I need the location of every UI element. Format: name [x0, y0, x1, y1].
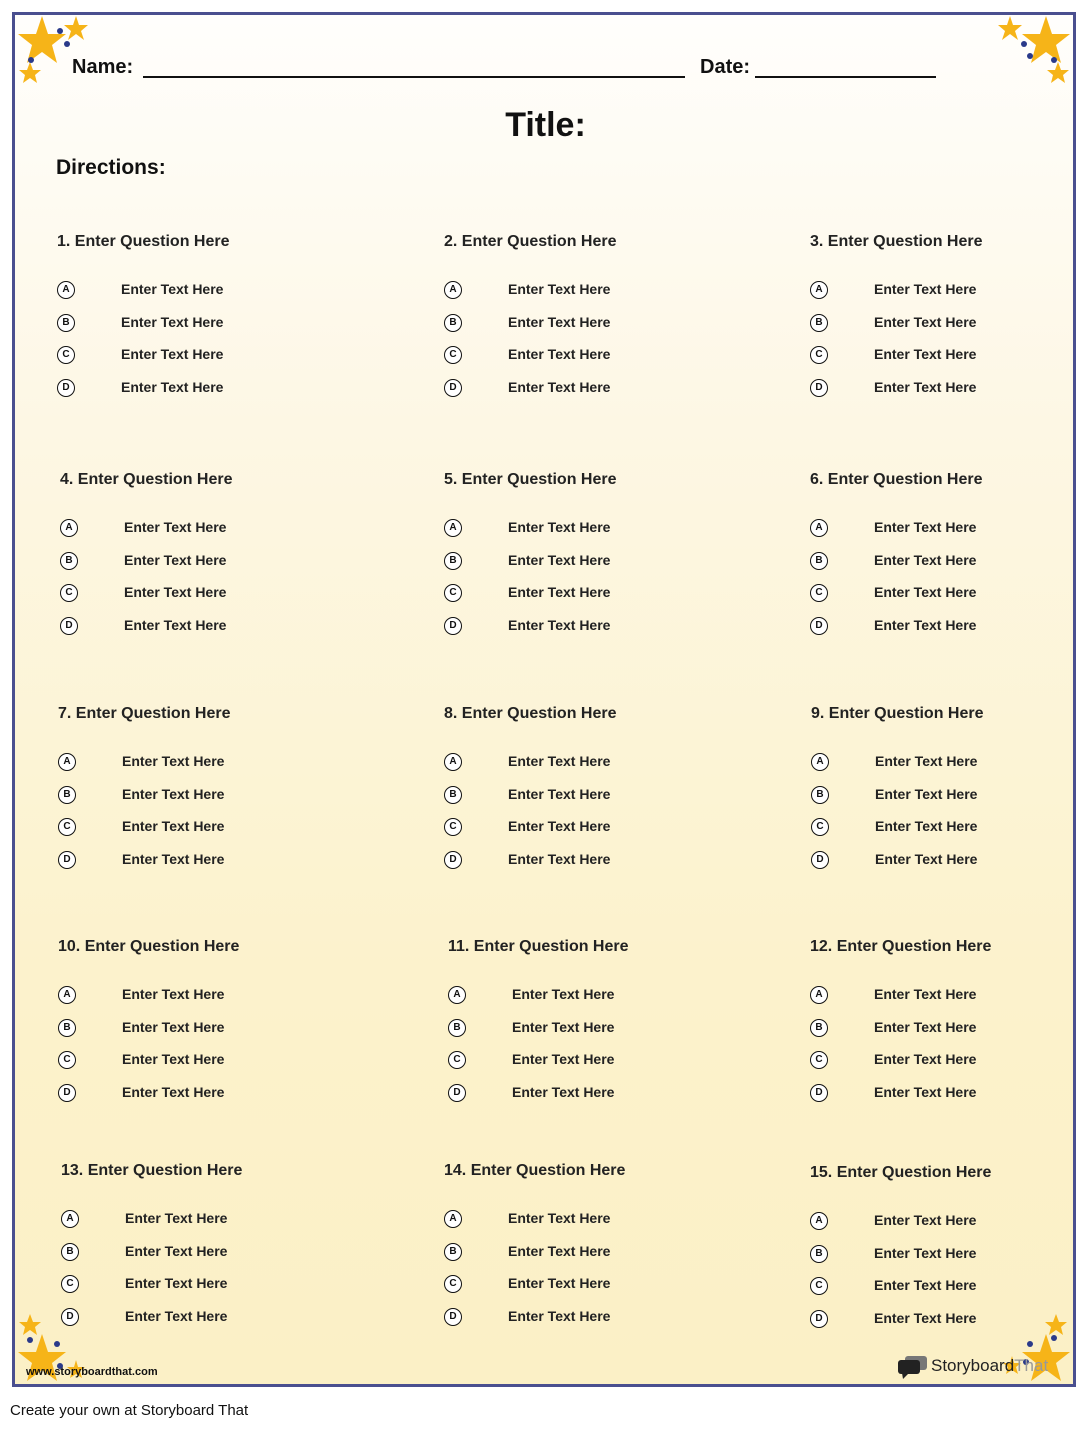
answer-option-a[interactable]: [444, 753, 774, 775]
answer-option-a[interactable]: [810, 519, 1091, 541]
option-text[interactable]: Enter Text Here: [508, 1307, 611, 1324]
credit-text: Create your own at Storyboard That: [10, 1402, 249, 1419]
question-11: [448, 938, 778, 1100]
storyboardthat-logo: [897, 1354, 1049, 1380]
option-text[interactable]: Enter Text Here: [508, 313, 611, 330]
question-title[interactable]: 4. Enter Question Here: [60, 471, 233, 488]
answer-option-c[interactable]: [57, 346, 387, 368]
answer-option-a[interactable]: [58, 753, 388, 775]
option-text[interactable]: Enter Text Here: [124, 551, 227, 568]
answer-option-b[interactable]: [810, 552, 1091, 574]
question-title[interactable]: 3. Enter Question Here: [810, 233, 983, 250]
answer-option-b[interactable]: [444, 552, 774, 574]
answer-option-a[interactable]: [57, 281, 387, 303]
question-10: [58, 938, 388, 1100]
option-text[interactable]: Enter Text Here: [508, 378, 611, 395]
question-8: [444, 705, 774, 867]
question-title[interactable]: 14. Enter Question Here: [444, 1162, 626, 1179]
question-title[interactable]: 11. Enter Question Here: [448, 938, 629, 955]
option-text[interactable]: Enter Text Here: [508, 1242, 611, 1259]
option-text[interactable]: Enter Text Here: [508, 818, 611, 834]
answer-option-b[interactable]: [811, 786, 1091, 808]
dot: [57, 28, 63, 34]
answer-option-d[interactable]: [810, 379, 1091, 401]
option-letter-circle[interactable]: B: [444, 552, 462, 570]
answer-option-d[interactable]: [57, 379, 387, 401]
answer-option-c[interactable]: [58, 818, 388, 840]
dot: [1027, 53, 1033, 59]
logo-word-that: That: [1014, 1356, 1049, 1375]
option-letter-circle[interactable]: C: [810, 1051, 828, 1069]
star-icon: [18, 16, 66, 63]
option-letter-circle[interactable]: A: [444, 281, 462, 299]
option-text[interactable]: Enter Text Here: [124, 519, 227, 535]
option-letter-circle[interactable]: C: [60, 584, 78, 602]
answer-option-a[interactable]: [61, 1210, 391, 1232]
option-letter-circle[interactable]: A: [61, 1210, 79, 1228]
option-text[interactable]: Enter Text Here: [874, 313, 977, 330]
answer-option-c[interactable]: [810, 584, 1091, 606]
option-text[interactable]: Enter Text Here: [508, 519, 611, 535]
option-text[interactable]: Enter Text Here: [125, 1242, 228, 1259]
option-text[interactable]: Enter Text Here: [874, 1083, 977, 1100]
date-line[interactable]: [755, 76, 936, 78]
option-text[interactable]: Enter Text Here: [874, 584, 977, 600]
option-letter-circle[interactable]: A: [60, 519, 78, 537]
question-3: [810, 233, 1091, 395]
star-cluster-top-right: [996, 14, 1076, 90]
question-title[interactable]: 1. Enter Question Here: [57, 233, 230, 250]
option-letter-circle[interactable]: D: [444, 1308, 462, 1326]
question-title[interactable]: 12. Enter Question Here: [810, 938, 992, 955]
option-letter-circle[interactable]: C: [444, 346, 462, 364]
answer-option-c[interactable]: [810, 1277, 1091, 1299]
option-text[interactable]: Enter Text Here: [508, 850, 611, 867]
question-2: [444, 233, 774, 395]
option-letter-circle[interactable]: A: [810, 1212, 828, 1230]
option-text[interactable]: Enter Text Here: [874, 1244, 977, 1261]
option-letter-circle[interactable]: B: [444, 786, 462, 804]
option-text[interactable]: Enter Text Here: [512, 1018, 615, 1035]
option-letter-circle[interactable]: B: [810, 314, 828, 332]
answer-option-d[interactable]: [448, 1084, 778, 1106]
option-text[interactable]: Enter Text Here: [508, 753, 611, 769]
option-letter-circle[interactable]: C: [448, 1051, 466, 1069]
option-text[interactable]: Enter Text Here: [512, 1051, 615, 1067]
dot: [64, 41, 70, 47]
option-letter-circle[interactable]: C: [444, 818, 462, 836]
answer-option-b[interactable]: [58, 786, 388, 808]
option-letter-circle[interactable]: B: [810, 1245, 828, 1263]
option-letter-circle[interactable]: D: [448, 1084, 466, 1102]
option-letter-circle[interactable]: B: [810, 1019, 828, 1037]
dot: [1051, 1335, 1057, 1341]
option-text[interactable]: Enter Text Here: [121, 313, 224, 330]
question-title[interactable]: 8. Enter Question Here: [444, 705, 617, 722]
option-text[interactable]: Enter Text Here: [122, 818, 225, 834]
option-text[interactable]: Enter Text Here: [508, 584, 611, 600]
option-letter-circle[interactable]: B: [448, 1019, 466, 1037]
option-letter-circle[interactable]: D: [58, 1084, 76, 1102]
answer-option-d[interactable]: [810, 617, 1091, 639]
answer-option-d[interactable]: [444, 617, 774, 639]
option-text[interactable]: Enter Text Here: [121, 281, 224, 297]
question-title[interactable]: 13. Enter Question Here: [61, 1162, 243, 1179]
option-text[interactable]: Enter Text Here: [122, 785, 225, 802]
answer-option-c[interactable]: [61, 1275, 391, 1297]
option-text[interactable]: Enter Text Here: [508, 1210, 611, 1226]
option-text[interactable]: Enter Text Here: [874, 378, 977, 395]
option-letter-circle[interactable]: C: [810, 1277, 828, 1295]
question-5: [444, 471, 774, 633]
option-letter-circle[interactable]: B: [58, 786, 76, 804]
answer-option-a[interactable]: [811, 753, 1091, 775]
option-letter-circle[interactable]: C: [444, 584, 462, 602]
option-text[interactable]: Enter Text Here: [874, 1018, 977, 1035]
star-icon: [19, 1314, 41, 1335]
option-letter-circle[interactable]: D: [60, 617, 78, 635]
name-label: Name:: [72, 56, 134, 78]
option-text[interactable]: Enter Text Here: [874, 281, 977, 297]
question-title[interactable]: 9. Enter Question Here: [811, 705, 984, 722]
question-4: [60, 471, 390, 633]
option-text[interactable]: Enter Text Here: [512, 986, 615, 1002]
option-text[interactable]: Enter Text Here: [874, 346, 977, 362]
option-letter-circle[interactable]: A: [58, 753, 76, 771]
option-text[interactable]: Enter Text Here: [874, 1277, 977, 1293]
name-line[interactable]: [143, 76, 685, 78]
answer-option-a[interactable]: [444, 1210, 774, 1232]
question-1: [57, 233, 387, 395]
option-text[interactable]: Enter Text Here: [875, 753, 978, 769]
option-text[interactable]: Enter Text Here: [122, 986, 225, 1002]
answer-option-d[interactable]: [60, 617, 390, 639]
answer-option-d[interactable]: [810, 1084, 1091, 1106]
option-letter-circle[interactable]: B: [444, 1243, 462, 1261]
option-text[interactable]: Enter Text Here: [874, 1051, 977, 1067]
answer-option-d[interactable]: [58, 1084, 388, 1106]
answer-option-c[interactable]: [60, 584, 390, 606]
speech-bubble-icon: [897, 1354, 929, 1380]
option-letter-circle[interactable]: C: [810, 584, 828, 602]
option-text[interactable]: Enter Text Here: [875, 818, 978, 834]
option-letter-circle[interactable]: B: [61, 1243, 79, 1261]
option-letter-circle[interactable]: C: [58, 818, 76, 836]
option-text[interactable]: Enter Text Here: [508, 281, 611, 297]
dot: [54, 1341, 60, 1347]
answer-option-b[interactable]: [444, 1243, 774, 1265]
question-9: [811, 705, 1091, 867]
answer-option-c[interactable]: [444, 1275, 774, 1297]
option-text[interactable]: Enter Text Here: [121, 378, 224, 395]
star-icon: [19, 62, 41, 83]
star-icon: [64, 16, 88, 40]
dot: [1051, 57, 1057, 63]
question-12: [810, 938, 1091, 1100]
answer-option-d[interactable]: [444, 379, 774, 401]
option-text[interactable]: Enter Text Here: [122, 1051, 225, 1067]
option-letter-circle[interactable]: A: [444, 519, 462, 537]
option-letter-circle[interactable]: B: [444, 314, 462, 332]
answer-option-b[interactable]: [61, 1243, 391, 1265]
question-title[interactable]: 10. Enter Question Here: [58, 938, 240, 955]
option-letter-circle[interactable]: B: [57, 314, 75, 332]
option-text[interactable]: Enter Text Here: [874, 616, 977, 633]
answer-option-d[interactable]: [61, 1308, 391, 1330]
page-title[interactable]: Title:: [505, 106, 586, 144]
answer-option-b[interactable]: [444, 314, 774, 336]
answer-option-b[interactable]: [57, 314, 387, 336]
option-letter-circle[interactable]: A: [444, 753, 462, 771]
option-text[interactable]: Enter Text Here: [875, 785, 978, 802]
option-text[interactable]: Enter Text Here: [874, 551, 977, 568]
answer-option-c[interactable]: [444, 818, 774, 840]
star-icon: [998, 16, 1022, 40]
option-letter-circle[interactable]: B: [60, 552, 78, 570]
answer-option-a[interactable]: [448, 986, 778, 1008]
answer-option-a[interactable]: [60, 519, 390, 541]
option-text[interactable]: Enter Text Here: [874, 1309, 977, 1326]
dot: [1027, 1341, 1033, 1347]
dot: [28, 57, 34, 63]
option-letter-circle[interactable]: C: [810, 346, 828, 364]
answer-option-d[interactable]: [444, 1308, 774, 1330]
option-letter-circle[interactable]: A: [58, 986, 76, 1004]
answer-option-b[interactable]: [810, 314, 1091, 336]
option-text[interactable]: Enter Text Here: [508, 1275, 611, 1291]
option-letter-circle[interactable]: D: [810, 379, 828, 397]
question-title[interactable]: 5. Enter Question Here: [444, 471, 617, 488]
option-text[interactable]: Enter Text Here: [122, 1018, 225, 1035]
option-text[interactable]: Enter Text Here: [874, 1212, 977, 1228]
option-letter-circle[interactable]: B: [58, 1019, 76, 1037]
option-letter-circle[interactable]: D: [810, 1310, 828, 1328]
star-icon: [1047, 62, 1069, 83]
option-letter-circle[interactable]: C: [58, 1051, 76, 1069]
answer-option-d[interactable]: [58, 851, 388, 873]
option-text[interactable]: Enter Text Here: [124, 584, 227, 600]
option-text[interactable]: Enter Text Here: [125, 1210, 228, 1226]
answer-option-a[interactable]: [810, 986, 1091, 1008]
option-letter-circle[interactable]: A: [810, 281, 828, 299]
option-letter-circle[interactable]: C: [444, 1275, 462, 1293]
logo-word-storyboard: Storyboard: [931, 1356, 1015, 1375]
option-text[interactable]: Enter Text Here: [122, 1083, 225, 1100]
answer-option-a[interactable]: [810, 1212, 1091, 1234]
option-letter-circle[interactable]: A: [448, 986, 466, 1004]
answer-option-a[interactable]: [810, 281, 1091, 303]
option-letter-circle[interactable]: D: [444, 617, 462, 635]
option-letter-circle[interactable]: D: [61, 1308, 79, 1326]
answer-option-b[interactable]: [810, 1019, 1091, 1041]
question-6: [810, 471, 1091, 633]
option-text[interactable]: Enter Text Here: [508, 616, 611, 633]
option-letter-circle[interactable]: D: [810, 1084, 828, 1102]
answer-option-a[interactable]: [444, 281, 774, 303]
option-letter-circle[interactable]: D: [57, 379, 75, 397]
option-text[interactable]: Enter Text Here: [124, 616, 227, 633]
answer-option-d[interactable]: [810, 1310, 1091, 1332]
answer-option-d[interactable]: [444, 851, 774, 873]
answer-option-c[interactable]: [811, 818, 1091, 840]
question-title[interactable]: 7. Enter Question Here: [58, 705, 231, 722]
footer-url: www.storyboardthat.com: [26, 1366, 158, 1378]
option-letter-circle[interactable]: C: [57, 346, 75, 364]
answer-option-c[interactable]: [444, 346, 774, 368]
question-title[interactable]: 6. Enter Question Here: [810, 471, 983, 488]
answer-option-c[interactable]: [444, 584, 774, 606]
question-title[interactable]: 2. Enter Question Here: [444, 233, 617, 250]
option-letter-circle[interactable]: B: [810, 552, 828, 570]
date-label: Date:: [700, 56, 751, 78]
option-letter-circle[interactable]: B: [811, 786, 829, 804]
answer-option-a[interactable]: [444, 519, 774, 541]
question-15: [810, 1164, 1091, 1326]
option-text[interactable]: Enter Text Here: [874, 986, 977, 1002]
option-text[interactable]: Enter Text Here: [122, 753, 225, 769]
option-letter-circle[interactable]: D: [811, 851, 829, 869]
option-letter-circle[interactable]: D: [810, 617, 828, 635]
question-7: [58, 705, 388, 867]
option-letter-circle[interactable]: C: [811, 818, 829, 836]
option-letter-circle[interactable]: A: [444, 1210, 462, 1228]
option-text[interactable]: Enter Text Here: [125, 1307, 228, 1324]
dot: [27, 1337, 33, 1343]
option-text[interactable]: Enter Text Here: [512, 1083, 615, 1100]
question-13: [61, 1162, 391, 1324]
option-letter-circle[interactable]: D: [58, 851, 76, 869]
option-text[interactable]: Enter Text Here: [125, 1275, 228, 1291]
option-text[interactable]: Enter Text Here: [508, 346, 611, 362]
option-letter-circle[interactable]: D: [444, 379, 462, 397]
option-text[interactable]: Enter Text Here: [122, 850, 225, 867]
answer-option-b[interactable]: [60, 552, 390, 574]
answer-option-b[interactable]: [58, 1019, 388, 1041]
question-title[interactable]: 15. Enter Question Here: [810, 1164, 992, 1181]
option-text[interactable]: Enter Text Here: [874, 519, 977, 535]
option-text[interactable]: Enter Text Here: [875, 850, 978, 867]
option-letter-circle[interactable]: A: [811, 753, 829, 771]
option-text[interactable]: Enter Text Here: [508, 551, 611, 568]
dot: [1021, 41, 1027, 47]
directions-label[interactable]: Directions:: [56, 156, 166, 179]
answer-option-c[interactable]: [448, 1051, 778, 1073]
answer-option-c[interactable]: [810, 346, 1091, 368]
answer-option-b[interactable]: [444, 786, 774, 808]
answer-option-c[interactable]: [810, 1051, 1091, 1073]
option-letter-circle[interactable]: A: [57, 281, 75, 299]
answer-option-d[interactable]: [811, 851, 1091, 873]
answer-option-b[interactable]: [810, 1245, 1091, 1267]
answer-option-a[interactable]: [58, 986, 388, 1008]
option-text[interactable]: Enter Text Here: [508, 785, 611, 802]
option-letter-circle[interactable]: A: [810, 986, 828, 1004]
answer-option-c[interactable]: [58, 1051, 388, 1073]
question-14: [444, 1162, 774, 1324]
option-text[interactable]: Enter Text Here: [121, 346, 224, 362]
option-letter-circle[interactable]: D: [444, 851, 462, 869]
answer-option-b[interactable]: [448, 1019, 778, 1041]
option-letter-circle[interactable]: C: [61, 1275, 79, 1293]
option-letter-circle[interactable]: A: [810, 519, 828, 537]
